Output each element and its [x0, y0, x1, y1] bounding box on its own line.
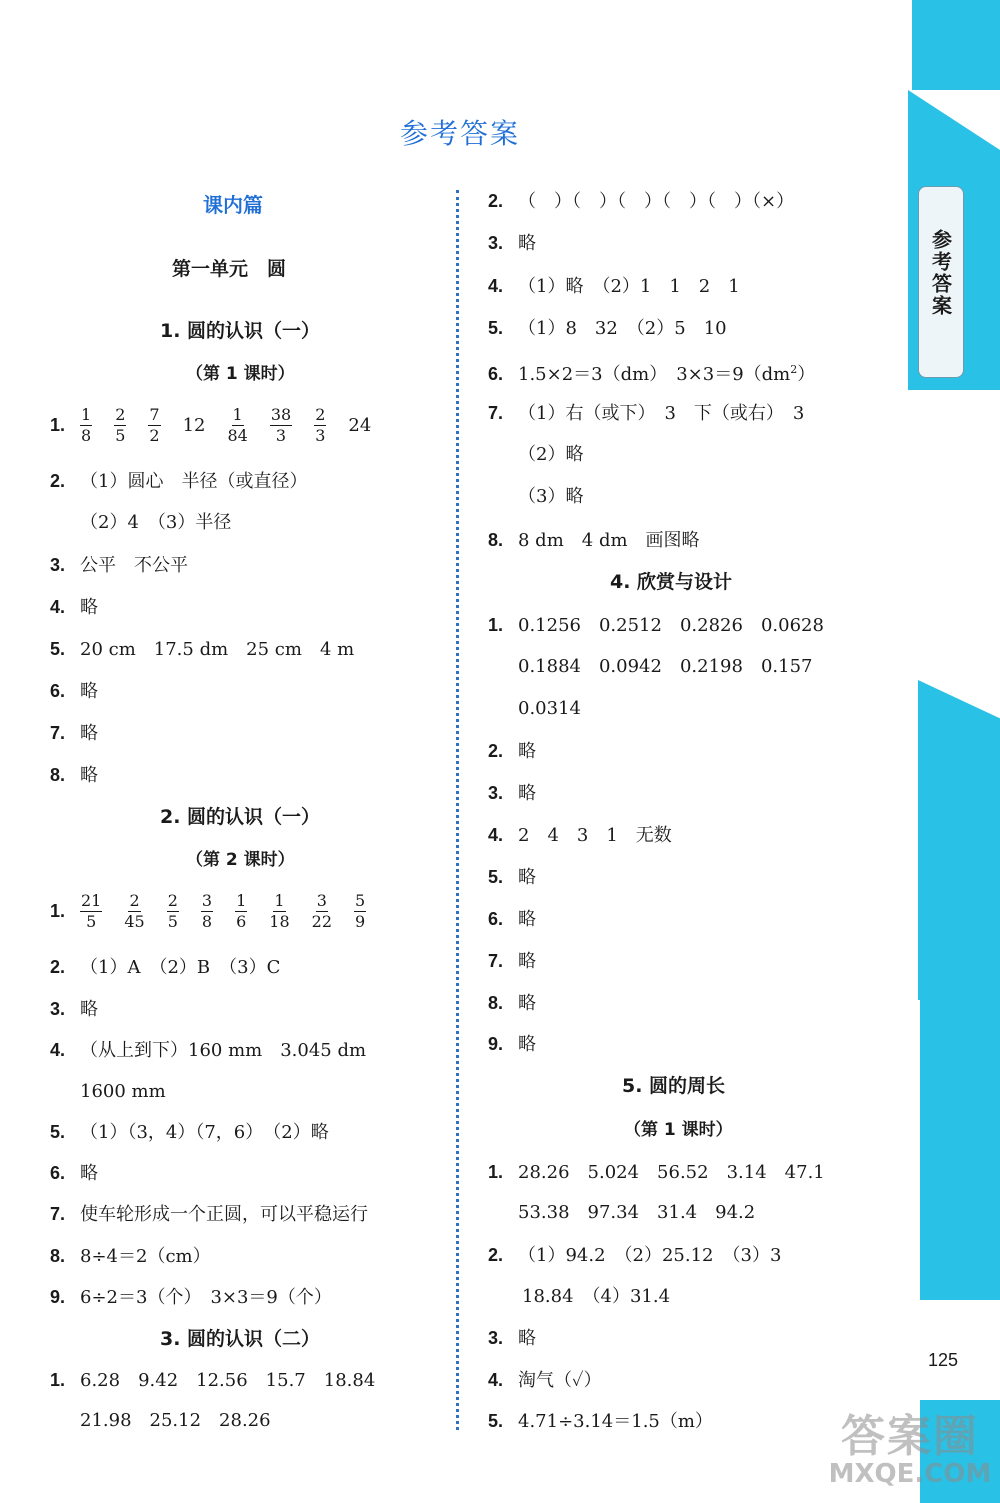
- answer-row: 7. 略: [50, 723, 98, 744]
- answer-row: 6. 略: [488, 909, 536, 930]
- watermark-logo: 答案圈 MXQE.COM: [828, 1411, 992, 1489]
- answer-row: 1. 0.1256 0.2512 0.2826 0.0628: [488, 615, 824, 636]
- answer-row: 8. 8÷4＝2（cm）: [50, 1246, 211, 1267]
- fraction: $\frac{7}{2}$: [149, 405, 160, 445]
- fraction: $\frac{2}{5}$: [115, 405, 126, 445]
- answer-row: 1600 mm: [80, 1081, 166, 1102]
- answer-row: 8. 8 dm 4 dm 画图略: [488, 530, 700, 551]
- whole-number: 12: [182, 414, 206, 436]
- fraction: $\frac{1}{18}$: [269, 891, 290, 931]
- lesson-subheading: （第 1 课时）: [624, 1120, 733, 1140]
- answer-row: 6. 1.5×2＝3（dm） $3\times 3=9(dm^2)$: [488, 363, 816, 385]
- fraction: $\frac{2}{45}$: [124, 891, 145, 931]
- tab-band: [912, 0, 1000, 90]
- answer-row: 8. 略: [50, 765, 98, 786]
- answer-row: 2. （1）圆心 半径（或直径）: [50, 471, 308, 492]
- fraction: $\frac{2}{5}$: [167, 891, 178, 931]
- answer-row: 3. 略: [488, 1328, 536, 1349]
- answer-row: 1. $\frac{1}{8}$ $\frac{2}{5}$ $\frac{7}{2}$ 12 $\frac{1}{84}$ $\frac{38}{3}$ $\frac{2}{3}$ 24: [50, 405, 393, 446]
- answer-row: （2）略: [518, 444, 584, 465]
- answer-row: 5. 20 cm 17.5 dm 25 cm 4 m: [50, 639, 355, 660]
- answer-row: 9. 略: [488, 1034, 536, 1055]
- fraction: $\frac{2}{3}$: [315, 405, 326, 445]
- answer-row: 4. （1）略 （2）1 1 2 1: [488, 276, 740, 297]
- fraction: $\frac{1}{84}$: [227, 405, 248, 445]
- answer-row: （3）略: [518, 486, 584, 507]
- answer-row: 4. 2 4 3 1 无数: [488, 825, 672, 846]
- fraction: $\frac{3}{8}$: [201, 891, 213, 931]
- answer-row: 6. 略: [50, 1163, 98, 1184]
- answer-row: 21.98 25.12 28.26: [80, 1410, 271, 1431]
- answer-row: 53.38 97.34 31.4 94.2: [518, 1202, 756, 1223]
- unit-heading: 第一单元 圆: [172, 258, 287, 280]
- answer-row: 5. 4.71÷3.14＝1.5（m）: [488, 1411, 713, 1432]
- answer-row: 9. 6÷2＝3（个） 3×3＝9（个）: [50, 1287, 332, 1308]
- fraction: $\frac{5}{9}$: [355, 891, 366, 931]
- answer-row: 1. $\frac{21}{5}$ $\frac{2}{45}$ $\frac{2}{5}$ $\frac{3}{8}$ $\frac{1}{6}$ $\frac{1}{18}$ $\frac{3}{22}$ $\frac{5}{9}$: [50, 891, 388, 932]
- answer-row: 2. （ ）（ ）（ ）（ ）（ ）（×）: [488, 191, 795, 212]
- page-number: 125: [928, 1350, 959, 1370]
- answer-row: 7. （1）右（或下） 3 下（或右） 3: [488, 403, 805, 424]
- answer-row: 3. 略: [50, 999, 98, 1020]
- answer-row: 3. 公平 不公平: [50, 555, 188, 576]
- answer-row: 2. （1）94.2 （2）25.12 （3）3: [488, 1245, 782, 1266]
- tab-band: [920, 1000, 1000, 1300]
- fraction: $\frac{1}{6}$: [236, 891, 247, 931]
- answer-row: 4. 略: [50, 597, 98, 618]
- answer-row: 4. 淘气（✓）: [488, 1370, 602, 1391]
- answer-row: 5. （1）（3，4）（7，6） （2）略: [50, 1122, 329, 1143]
- answer-row: 8. 略: [488, 993, 536, 1014]
- answer-row: 0.0314: [518, 698, 581, 719]
- fraction: $\frac{3}{22}$: [311, 891, 332, 931]
- lesson-heading: 5. 圆的周长: [622, 1075, 726, 1097]
- answer-row: 1. 6.28 9.42 12.56 15.7 18.84: [50, 1370, 376, 1391]
- lesson-subheading: （第 1 课时）: [186, 364, 295, 384]
- answer-row: 3. 略: [488, 783, 536, 804]
- answer-row: 18.84 （4）31.4: [522, 1286, 671, 1307]
- answer-row: 7. 略: [488, 951, 536, 972]
- answer-row: 1. 28.26 5.024 56.52 3.14 47.1: [488, 1162, 825, 1183]
- answer-row: 6. 略: [50, 681, 98, 702]
- lesson-heading: 1. 圆的认识（一）: [160, 320, 321, 342]
- column-divider: [456, 190, 459, 1430]
- fraction: $\frac{1}{8}$: [81, 405, 92, 445]
- answer-row: 5. 略: [488, 867, 536, 888]
- lesson-heading: 2. 圆的认识（一）: [160, 806, 321, 828]
- lesson-heading: 3. 圆的认识（二）: [160, 1328, 321, 1350]
- fraction: $\frac{38}{3}$: [270, 405, 292, 445]
- lesson-heading: 4. 欣赏与设计: [610, 571, 733, 593]
- section-heading: 课内篇: [203, 193, 263, 217]
- whole-number: 24: [348, 414, 372, 436]
- page-title: 参考答案: [399, 117, 520, 150]
- answer-row: 4. （从上到下）160 mm 3.045 dm: [50, 1040, 367, 1061]
- answer-row: 0.1884 0.0942 0.2198 0.157: [518, 656, 813, 677]
- lesson-subheading: （第 2 课时）: [186, 850, 295, 870]
- answer-row: 5. （1）8 32 （2）5 10: [488, 318, 727, 339]
- answer-row: （2）4 （3）半径: [80, 512, 232, 533]
- fraction: $\frac{21}{5}$: [81, 891, 102, 931]
- section-tab-label: 参考答案: [918, 186, 964, 378]
- answer-row: 3. 略: [488, 233, 536, 254]
- answer-row: 2. 略: [488, 741, 536, 762]
- answer-row: 7. 使车轮形成一个正圆，可以平稳运行: [50, 1204, 368, 1225]
- tab-band: [918, 680, 1000, 1000]
- answer-row: 2. （1）A （2）B （3）C: [50, 957, 281, 978]
